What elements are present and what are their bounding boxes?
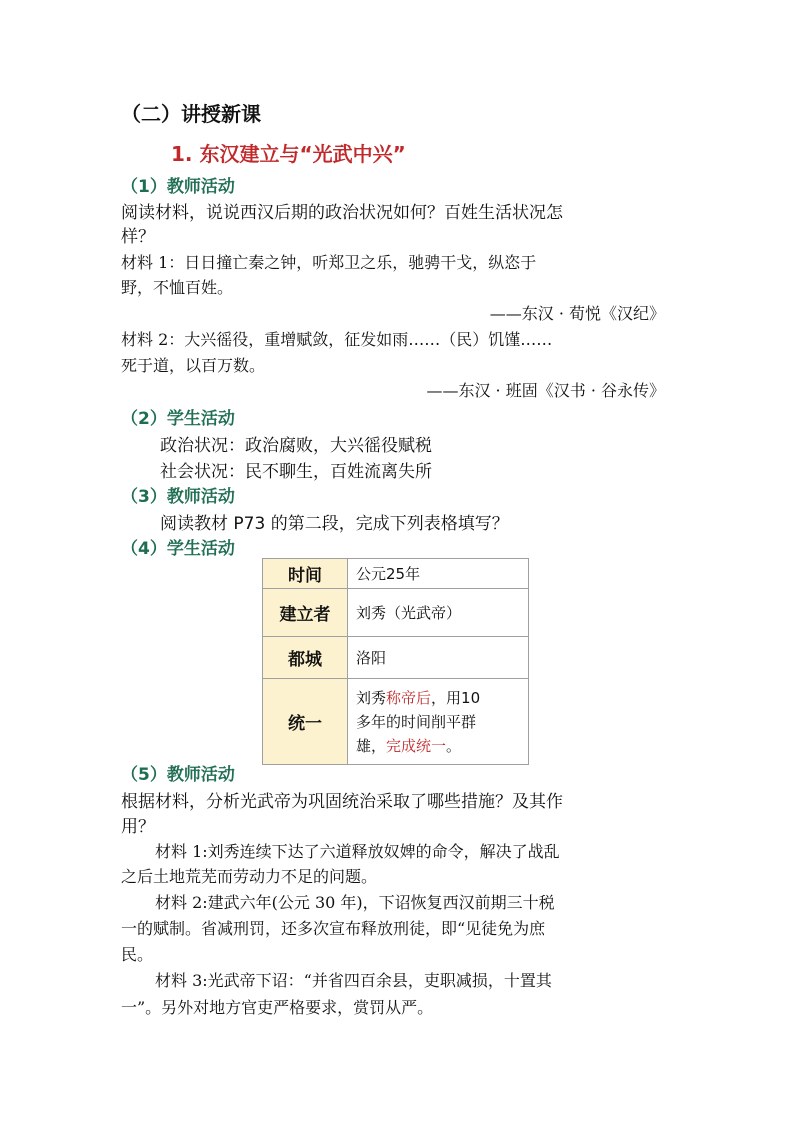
material-line: 材料 2:建武六年(公元 30 年)，下诏恢复西汉前期三十税: [155, 893, 555, 912]
table-value: [348, 679, 529, 765]
unify-highlight: 完成统一: [386, 736, 447, 755]
heading-teacher-activity-3: （3）教师活动: [121, 487, 235, 507]
unify-line: 多年的时间削平群: [356, 712, 477, 731]
unify-text: ，用10: [431, 688, 481, 707]
heading-student-activity-2: （2）学生活动: [121, 409, 235, 429]
question-line: 阅读材料，说说西汉后期的政治状况如何？百姓生活状况怎: [121, 203, 563, 223]
material-line: 一的赋制。省减刑罚，还多次宣布释放刑徒，即“见徒免为庶: [121, 919, 546, 938]
question-line: 样？: [121, 227, 155, 247]
table-label: 时间: [263, 559, 348, 589]
material-line: 材料 1:刘秀连续下达了六道释放奴婢的命令，解决了战乱: [155, 842, 560, 861]
table-value: 洛阳: [348, 637, 529, 679]
instruction-line: 阅读教材 P73 的第二段，完成下列表格填写？: [160, 514, 509, 534]
material-line: 一”。另外对地方官吏严格要求，赏罚从严。: [121, 998, 434, 1017]
table-row: [263, 589, 529, 637]
material-line: 材料 3:光武帝下诏：“并省四百余县，吏职减损，十置其: [155, 971, 552, 990]
unify-text: 。: [446, 736, 462, 755]
section-heading: （二）讲授新课: [121, 102, 261, 126]
unify-line: [356, 686, 528, 710]
material-source: ——东汉 · 班固《汉书 · 谷永传》: [426, 381, 665, 400]
topic-title: 1. 东汉建立与“光武中兴”: [171, 142, 406, 166]
material-line: 材料 1：日日撞亡秦之钟，听郑卫之乐，驰骋干戈，纵恣于: [121, 253, 537, 272]
heading-teacher-activity-1: （1）教师活动: [121, 177, 235, 197]
material-line: 材料 2：大兴徭役，重增赋敛，征发如雨……（民）饥馑……: [121, 330, 553, 349]
table-label: 统一: [263, 679, 348, 765]
material-line: 野，不恤百姓。: [121, 278, 234, 297]
material-line: 民。: [121, 945, 154, 964]
unify-text: 雄，: [356, 736, 387, 755]
unify-line: [356, 734, 528, 758]
question-line: 用？: [121, 817, 155, 837]
heading-teacher-activity-5: （5）教师活动: [121, 765, 235, 785]
question-line: 根据材料，分析光武帝为巩固统治采取了哪些措施？及其作: [121, 792, 563, 812]
answer-line: 社会状况：民不聊生，百姓流离失所: [160, 462, 432, 482]
answer-line: 政治状况：政治腐败，大兴徭役赋税: [160, 436, 432, 456]
table-value: 公元25年: [348, 559, 529, 589]
table-row: [263, 559, 529, 589]
unify-highlight: 称帝后: [386, 688, 432, 707]
table-value: 刘秀（光武帝）: [348, 589, 529, 637]
table-label: 都城: [263, 637, 348, 679]
table-label: 建立者: [263, 589, 348, 637]
table-row: [263, 637, 529, 679]
material-line: 之后土地荒芜而劳动力不足的问题。: [121, 867, 378, 886]
info-table: [262, 558, 529, 765]
table-row: [263, 679, 529, 765]
material-source: ——东汉 · 荀悦《汉纪》: [489, 304, 665, 323]
unify-text: 刘秀: [356, 688, 387, 707]
material-line: 死于道，以百万数。: [121, 356, 266, 375]
heading-student-activity-4: （4）学生活动: [121, 539, 235, 559]
